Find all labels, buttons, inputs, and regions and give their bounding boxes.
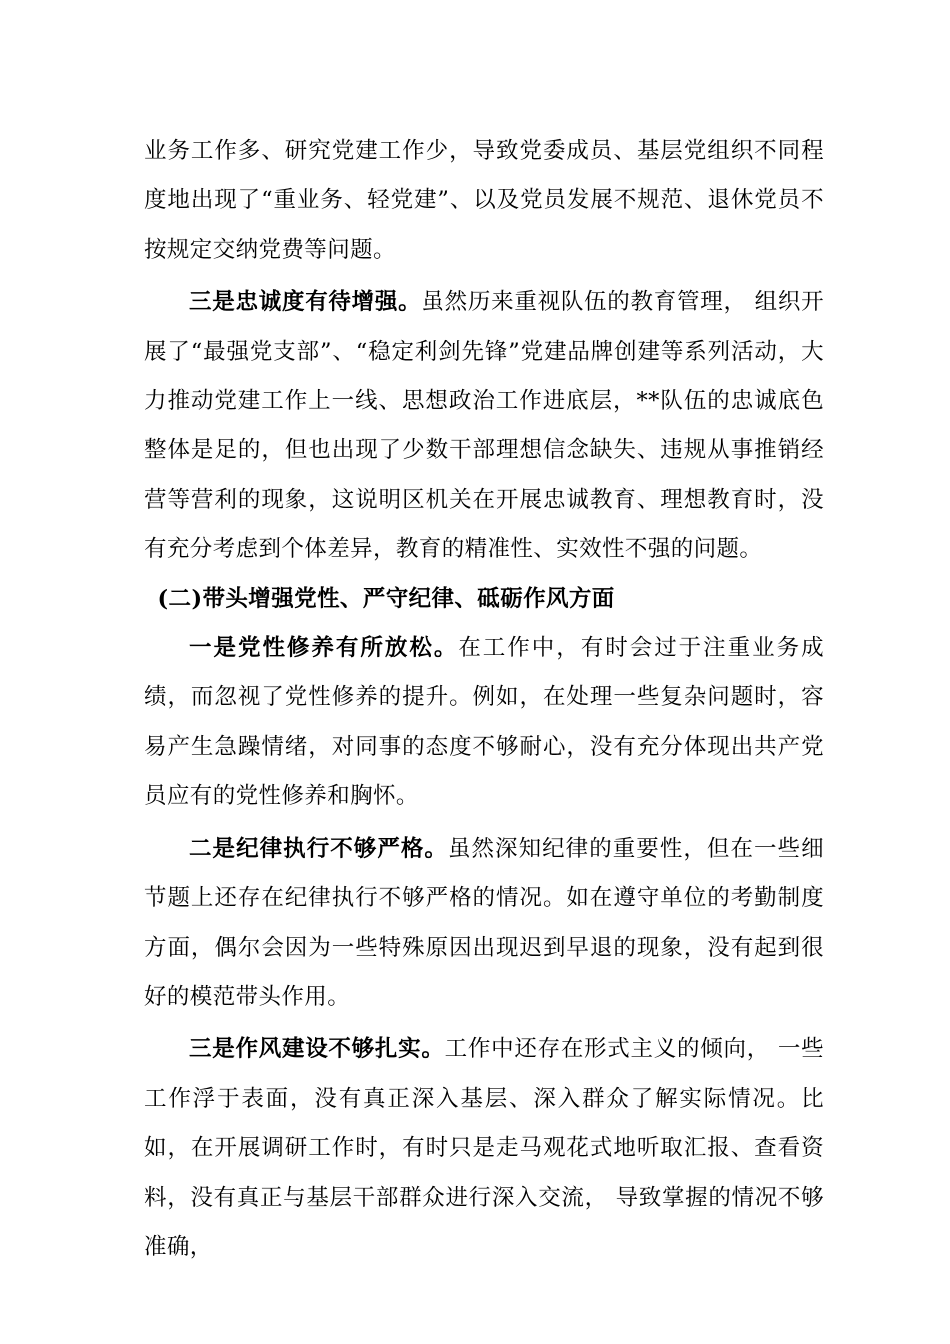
- paragraph-discipline: [144, 825, 824, 1023]
- paragraph-party-spirit: [144, 624, 824, 822]
- paragraph-loyalty: [144, 278, 824, 574]
- paragraph-lead: 一是党性修养有所放松。: [189, 635, 459, 662]
- paragraph-lead: 三是作风建设不够扎实。: [189, 1036, 445, 1063]
- section-heading: (二)带头增强党性、严守纪律、砥砺作风方面: [157, 585, 615, 612]
- paragraph-text: 在工作中，有时会过于注重业务成绩，而忽视了党性修养的提升。例如，在处理一些复杂问题时，容易产生急躁情绪，对同事的态度不够耐心，没有充分体现出共产党员应有的党性修养和胸怀。: [144, 635, 824, 810]
- document-body: [144, 127, 824, 1272]
- paragraph-text: 虽然历来重视队伍的教育管理， 组织开展了“最强党支部”、“稳定利剑先锋”党建品牌创建等系列活动，大力推动党建工作上一线、思想政治工作进底层，**队伍的忠诚底色整体是足的，但也出现了少数干部理想信念缺失、违规从事推销经营等营利的现象，这说明区机关在开展忠诚教育、理想教育时，没有充分考虑到个体差异，教育的精准性、实效性不强的问题。: [144, 289, 824, 563]
- paragraph-text: 业务工作多、研究党建工作少，导致党委成员、基层党组织不同程度地出现了“重业务、轻党建”、以及党员发展不规范、退休党员不按规定交纳党费等问题。: [144, 138, 824, 263]
- paragraph-lead: 三是忠诚度有待增强。: [189, 289, 422, 316]
- paragraph-work-style: [144, 1025, 824, 1272]
- paragraph-text: 虽然深知纪律的重要性，但在一些细节题上还存在纪律执行不够严格的情况。如在遵守单位的考勤制度方面，偶尔会因为一些特殊原因出现迟到早退的现象，没有起到很好的模范带头作用。: [144, 835, 824, 1010]
- paragraph-text: 工作中还存在形式主义的倾向， 一些工作浮于表面，没有真正深入基层、深入群众了解实际情况。比如，在开展调研工作时，有时只是走马观花式地听取汇报、查看资料，没有真正与基层干部群众进行深入交流， 导致掌握的情况不够准确，: [144, 1036, 824, 1260]
- paragraph-continuation: [144, 127, 824, 275]
- paragraph-lead: 二是纪律执行不够严格。: [189, 835, 448, 862]
